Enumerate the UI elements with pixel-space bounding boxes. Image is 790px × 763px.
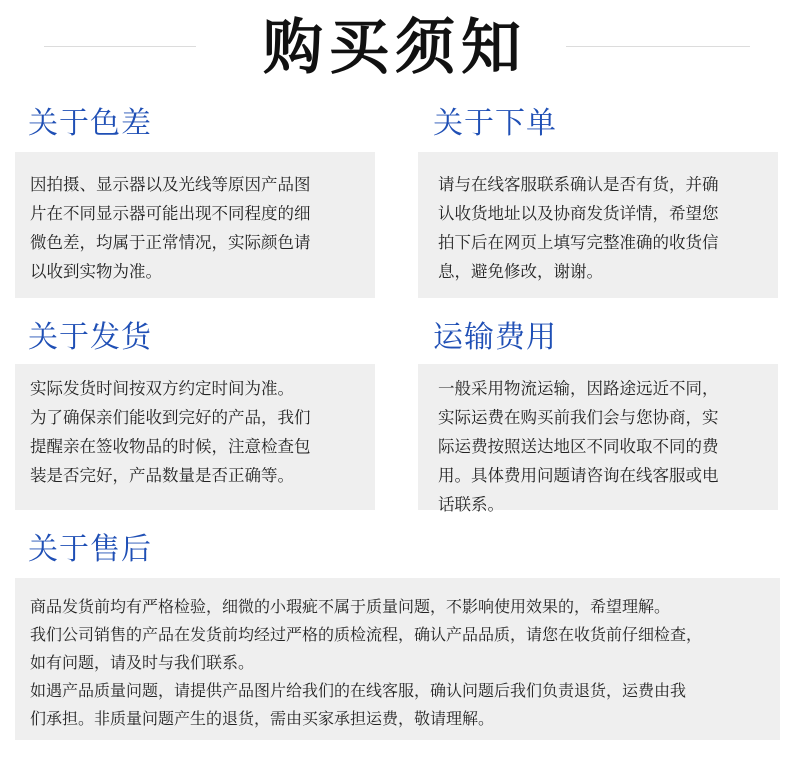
text-line: 以收到实物为准。 [30, 262, 162, 281]
section-title-fees: 运输费用 [433, 320, 557, 355]
text-line: 实际运费在购买前我们会与您协商，实 [438, 408, 719, 427]
text-line: 用。具体费用问题请咨询在线客服或电 [438, 466, 719, 485]
text-line: 认收货地址以及协商发货详情，希望您 [438, 204, 719, 223]
text-line: 话联系。 [438, 495, 504, 514]
text-line: 装是否完好，产品数量是否正确等。 [30, 466, 294, 485]
text-line: 因拍摄、显示器以及光线等原因产品图 [30, 175, 311, 194]
text-line: 实际发货时间按双方约定时间为准。 [30, 379, 294, 398]
text-line: 微色差，均属于正常情况，实际颜色请 [30, 233, 311, 252]
text-line: 为了确保亲们能收到完好的产品，我们 [30, 408, 311, 427]
section-title-order: 关于下单 [433, 106, 557, 141]
section-body-shipping [15, 364, 375, 510]
text-line: 们承担。非质量问题产生的退货，需由买家承担运费，敬请理解。 [30, 709, 495, 728]
text-line: 提醒亲在签收物品的时候，注意检查包 [30, 437, 311, 456]
text-line: 片在不同显示器可能出现不同程度的细 [30, 204, 311, 223]
section-body-order [418, 152, 778, 298]
text-line: 请与在线客服联系确认是否有货，并确 [438, 175, 719, 194]
text-line: 我们公司销售的产品在发货前均经过严格的质检流程，确认产品品质，请您在收货前仔细检查， [30, 625, 703, 644]
section-body-aftersale [15, 578, 780, 740]
section-title-aftersale: 关于售后 [28, 532, 152, 567]
section-body-fees [418, 364, 778, 514]
section-title-shipping: 关于发货 [28, 320, 152, 355]
text-line: 如遇产品质量问题，请提供产品图片给我们的在线客服，确认问题后我们负责退货，运费由我 [30, 681, 687, 700]
text-line: 息，避免修改，谢谢。 [438, 262, 603, 281]
text-line: 际运费按照送达地区不同收取不同的费 [438, 437, 719, 456]
text-line: 商品发货前均有严格检验，细微的小瑕疵不属于质量问题，不影响使用效果的，希望理解。 [30, 597, 671, 616]
text-line: 一般采用物流运输，因路途远近不同， [438, 379, 719, 398]
page-title: 购买须知 [263, 13, 527, 83]
section-title-color: 关于色差 [28, 106, 152, 141]
section-body-color [15, 152, 375, 298]
text-line: 拍下后在网页上填写完整准确的收货信 [438, 233, 719, 252]
text-line: 如有问题，请及时与我们联系。 [30, 653, 255, 672]
